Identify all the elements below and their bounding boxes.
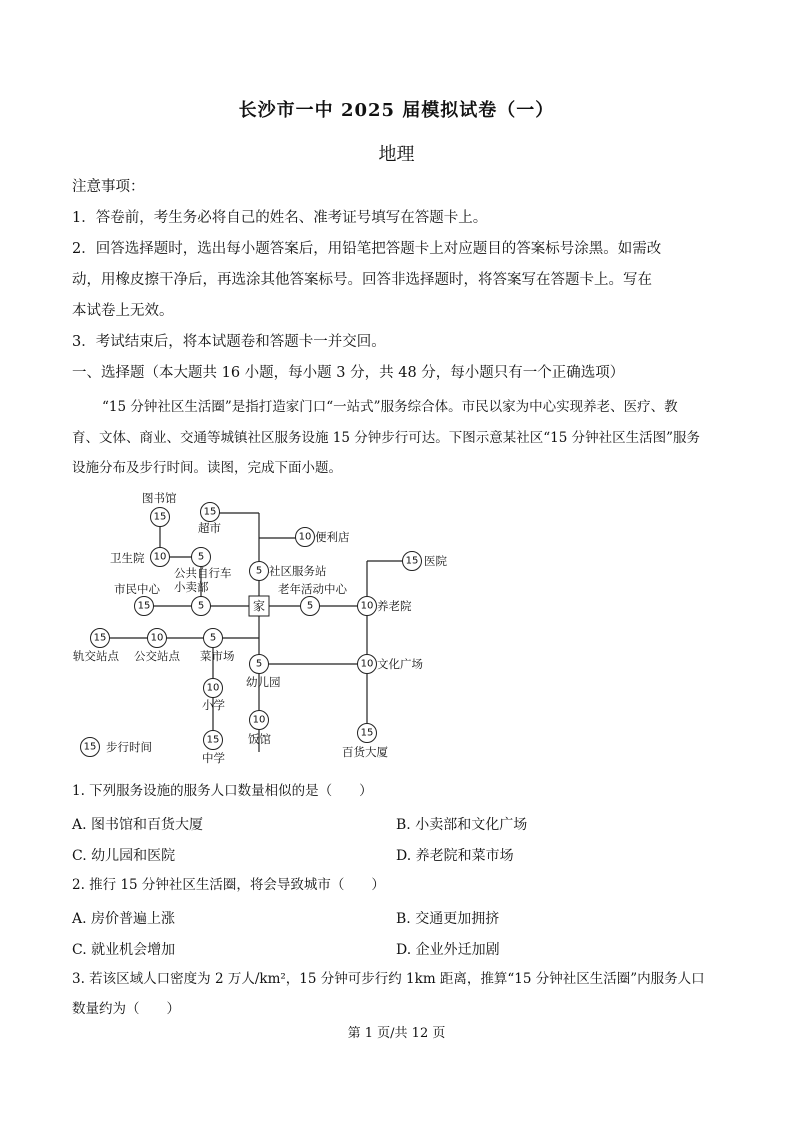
q1-option-d[interactable]: D. 养老院和菜市场 [396, 848, 514, 864]
question-3-stem-cont: 数量约为（ ） [72, 1001, 180, 1017]
passage-line: “15 分钟社区生活圈”是指打造家门口“一站式”服务综合体。市民以家为中心实现养老、医疗、教 [102, 399, 678, 415]
num-hospital: 15 [405, 555, 419, 567]
q1-option-c[interactable]: C. 幼儿园和医院 [72, 848, 176, 864]
section-heading: 一、选择题（本大题共 16 小题，每小题 3 分，共 48 分，每小题只有一个正确选项） [72, 365, 625, 381]
label-civic-center: 市民中心 [114, 582, 160, 596]
label-supermarket: 超市 [198, 521, 221, 535]
label-community-service: 社区服务站 [269, 564, 327, 578]
notice-heading: 注意事项： [72, 179, 145, 195]
label-shop: 小卖部 [174, 580, 209, 594]
question-3-stem: 3. 若该区域人口密度为 2 万人/km²，15 分钟可步行约 1km 距离，推算“15 分钟社区生活圈”内服务人口 [72, 971, 705, 987]
num-kindergarten: 5 [255, 658, 263, 670]
num-community-service: 5 [255, 565, 263, 577]
label-market: 菜市场 [200, 649, 235, 663]
notice-item: 2．回答选择题时，选出每小题答案后，用铅笔把答题卡上对应题目的答案标号涂黑。如需改 [72, 241, 662, 257]
q1-option-a[interactable]: A. 图书馆和百货大厦 [72, 817, 204, 833]
question-1-stem: 1. 下列服务设施的服务人口数量相似的是（ ） [72, 783, 373, 799]
label-primary: 小学 [202, 698, 225, 712]
label-convenience: 便利店 [315, 530, 350, 544]
notice-item: 动，用橡皮擦干净后，再选涂其他答案标号。回答非选择题时，将答案写在答题卡上。写在 [72, 272, 652, 288]
label-plaza: 文化广场 [377, 657, 423, 671]
notice-item: 3．考试结束后，将本试题卷和答题卡一并交回。 [72, 334, 386, 350]
notice-item: 本试卷上无效。 [72, 303, 174, 319]
label-hospital: 医院 [424, 554, 447, 568]
num-department: 15 [360, 727, 374, 739]
question-2-stem: 2. 推行 15 分钟社区生活圈，将会导致城市（ ） [72, 877, 385, 893]
num-convenience: 10 [298, 531, 312, 543]
label-nursing-home: 养老院 [377, 599, 412, 613]
q1-option-b[interactable]: B. 小卖部和文化广场 [396, 817, 528, 833]
notice-item: 1．答卷前，考生务必将自己的姓名、准考证号填写在答题卡上。 [72, 210, 488, 226]
num-bike: 5 [197, 551, 205, 563]
num-plaza: 10 [360, 658, 374, 670]
label-restaurant: 饭馆 [248, 732, 271, 746]
num-civic-mid: 5 [197, 600, 205, 612]
num-supermarket: 15 [203, 506, 217, 518]
label-kindergarten: 幼儿园 [246, 675, 281, 689]
label-rail: 轨交站点 [73, 649, 119, 663]
label-department: 百货大厦 [342, 745, 388, 759]
q2-option-c[interactable]: C. 就业机会增加 [72, 942, 176, 958]
num-restaurant: 10 [252, 714, 266, 726]
num-market: 5 [209, 632, 217, 644]
num-middle: 15 [206, 734, 220, 746]
num-rail: 15 [93, 632, 107, 644]
page-footer: 第 1 页/共 12 页 [347, 1026, 446, 1041]
q2-option-a[interactable]: A. 房价普遍上涨 [72, 911, 176, 927]
label-bus: 公交站点 [134, 649, 180, 663]
num-senior-center: 5 [306, 600, 314, 612]
passage-line: 设施分布及步行时间。读图，完成下面小题。 [72, 460, 342, 476]
community-map [70, 487, 470, 772]
label-library: 图书馆 [142, 491, 177, 505]
subject-title: 地理 [378, 144, 415, 165]
num-civic-center: 15 [137, 600, 151, 612]
passage-line: 育、文体、商业、交通等城镇社区服务设施 15 分钟步行可达。下图示意某社区“15 分钟社区生活图”服务 [72, 430, 701, 446]
home-label: 家 [252, 599, 266, 613]
exam-title: 长沙市一中 2025 届模拟试卷（一） [238, 100, 555, 121]
q2-option-d[interactable]: D. 企业外迁加剧 [396, 942, 500, 958]
num-nursing-home: 10 [360, 600, 374, 612]
num-primary: 10 [206, 682, 220, 694]
legend-label: 步行时间 [106, 740, 152, 754]
q2-option-b[interactable]: B. 交通更加拥挤 [396, 911, 500, 927]
num-library: 15 [153, 511, 167, 523]
label-clinic: 卫生院 [110, 551, 145, 565]
label-bike: 公共自行车 [174, 566, 232, 580]
legend-num: 15 [83, 741, 97, 753]
label-middle: 中学 [202, 751, 225, 765]
num-clinic: 10 [153, 551, 167, 563]
label-senior-center: 老年活动中心 [278, 582, 347, 596]
num-bus: 10 [150, 632, 164, 644]
